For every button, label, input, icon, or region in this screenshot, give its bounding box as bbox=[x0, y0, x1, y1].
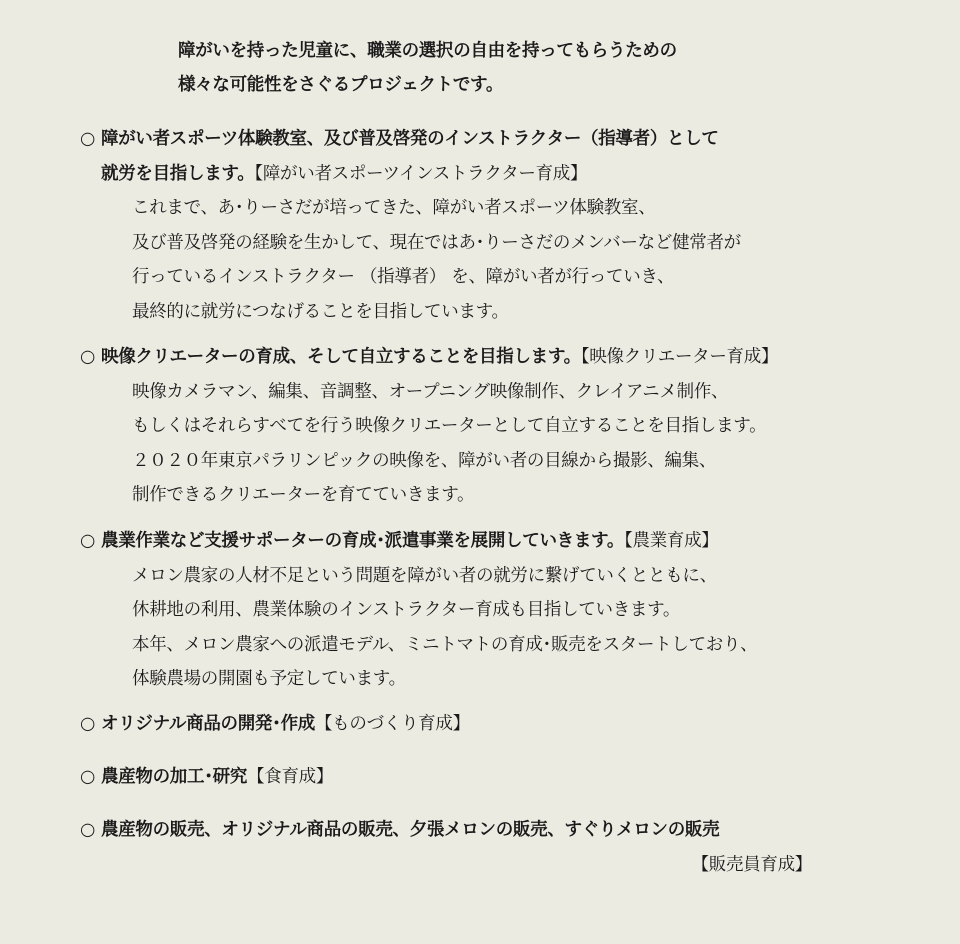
item-desc-line: これまで、あ･りーさだが培ってきた、障がい者スポーツ体験教室、 bbox=[132, 198, 656, 218]
item-tag: 【食育成】 bbox=[247, 767, 334, 787]
project-item-food-processing bbox=[80, 760, 333, 795]
item-title: 障がい者スポーツ体験教室、及び普及啓発のインストラクター（指導者）として bbox=[101, 129, 719, 149]
project-item-agriculture bbox=[80, 524, 757, 697]
item-title: 農業作業など支援サポーターの育成･派遣事業を展開していきます。 bbox=[101, 531, 625, 551]
item-tag: 【販売員育成】 bbox=[691, 854, 812, 875]
item-desc-line: 行っているインストラクター （指導者） を、障がい者が行っていき、 bbox=[132, 267, 675, 287]
item-title: 農産物の販売、オリジナル商品の販売、夕張メロンの販売、すぐりメロンの販売 bbox=[101, 820, 720, 840]
item-desc-line: メロン農家の人材不足という問題を障がい者の就労に繋げていくとともに、 bbox=[132, 565, 717, 586]
item-title: オリジナル商品の開発･作成 bbox=[101, 714, 315, 734]
bullet-circle-icon: ○ bbox=[80, 714, 95, 734]
item-tag: 【農業育成】 bbox=[624, 531, 719, 551]
item-title-cont: 就労を目指します。 bbox=[101, 163, 255, 184]
item-desc-line: 体験農場の開園も予定しています。 bbox=[132, 669, 406, 689]
item-desc-line: 本年、メロン農家への派遣モデル、ミニトマトの育成･販売をスタートしており、 bbox=[132, 634, 758, 655]
item-desc-line: ２０２０年東京パラリンピックの映像を、障がい者の目線から撮影、編集、 bbox=[132, 450, 717, 471]
bullet-circle-icon: ○ bbox=[80, 820, 95, 840]
project-item-original-goods bbox=[80, 707, 470, 742]
project-item-sports-instructor bbox=[80, 122, 741, 329]
project-item-sales bbox=[80, 813, 812, 882]
bullet-circle-icon: ○ bbox=[80, 767, 95, 787]
project-item-video-creator bbox=[80, 340, 778, 513]
intro-line-2: 様々な可能性をさぐるプロジェクトです。 bbox=[178, 75, 504, 95]
item-title: 農産物の加工･研究 bbox=[101, 767, 248, 787]
bullet-circle-icon: ○ bbox=[80, 129, 95, 149]
item-tag: 【映像クリエーター育成】 bbox=[580, 347, 779, 367]
item-desc-line: 映像カメラマン、編集、音調整、オープニング映像制作、クレイアニメ制作、 bbox=[132, 381, 729, 402]
item-desc-line: 制作できるクリエーターを育てていきます。 bbox=[132, 485, 475, 505]
item-desc-line: 休耕地の利用、農業体験のインストラクター育成も目指していきます。 bbox=[132, 600, 681, 620]
intro-text bbox=[178, 34, 677, 102]
item-tag: 【ものづくり育成】 bbox=[314, 714, 470, 734]
item-desc-line: もしくはそれらすべてを行う映像クリエーターとして自立することを目指します。 bbox=[132, 416, 767, 436]
item-title: 映像クリエーターの育成、そして自立することを目指します。 bbox=[101, 347, 581, 367]
intro-line-1: 障がいを持った児童に、職業の選択の自由を持ってもらうための bbox=[178, 41, 677, 61]
bullet-circle-icon: ○ bbox=[80, 531, 95, 551]
item-desc-line: 及び普及啓発の経験を生かして、現在ではあ･りーさだのメンバーなど健常者が bbox=[132, 232, 741, 253]
item-tag: 【障がい者スポーツインストラクター育成】 bbox=[254, 163, 588, 184]
item-desc-line: 最終的に就労につなげることを目指しています。 bbox=[132, 301, 509, 322]
bullet-circle-icon: ○ bbox=[80, 347, 95, 367]
